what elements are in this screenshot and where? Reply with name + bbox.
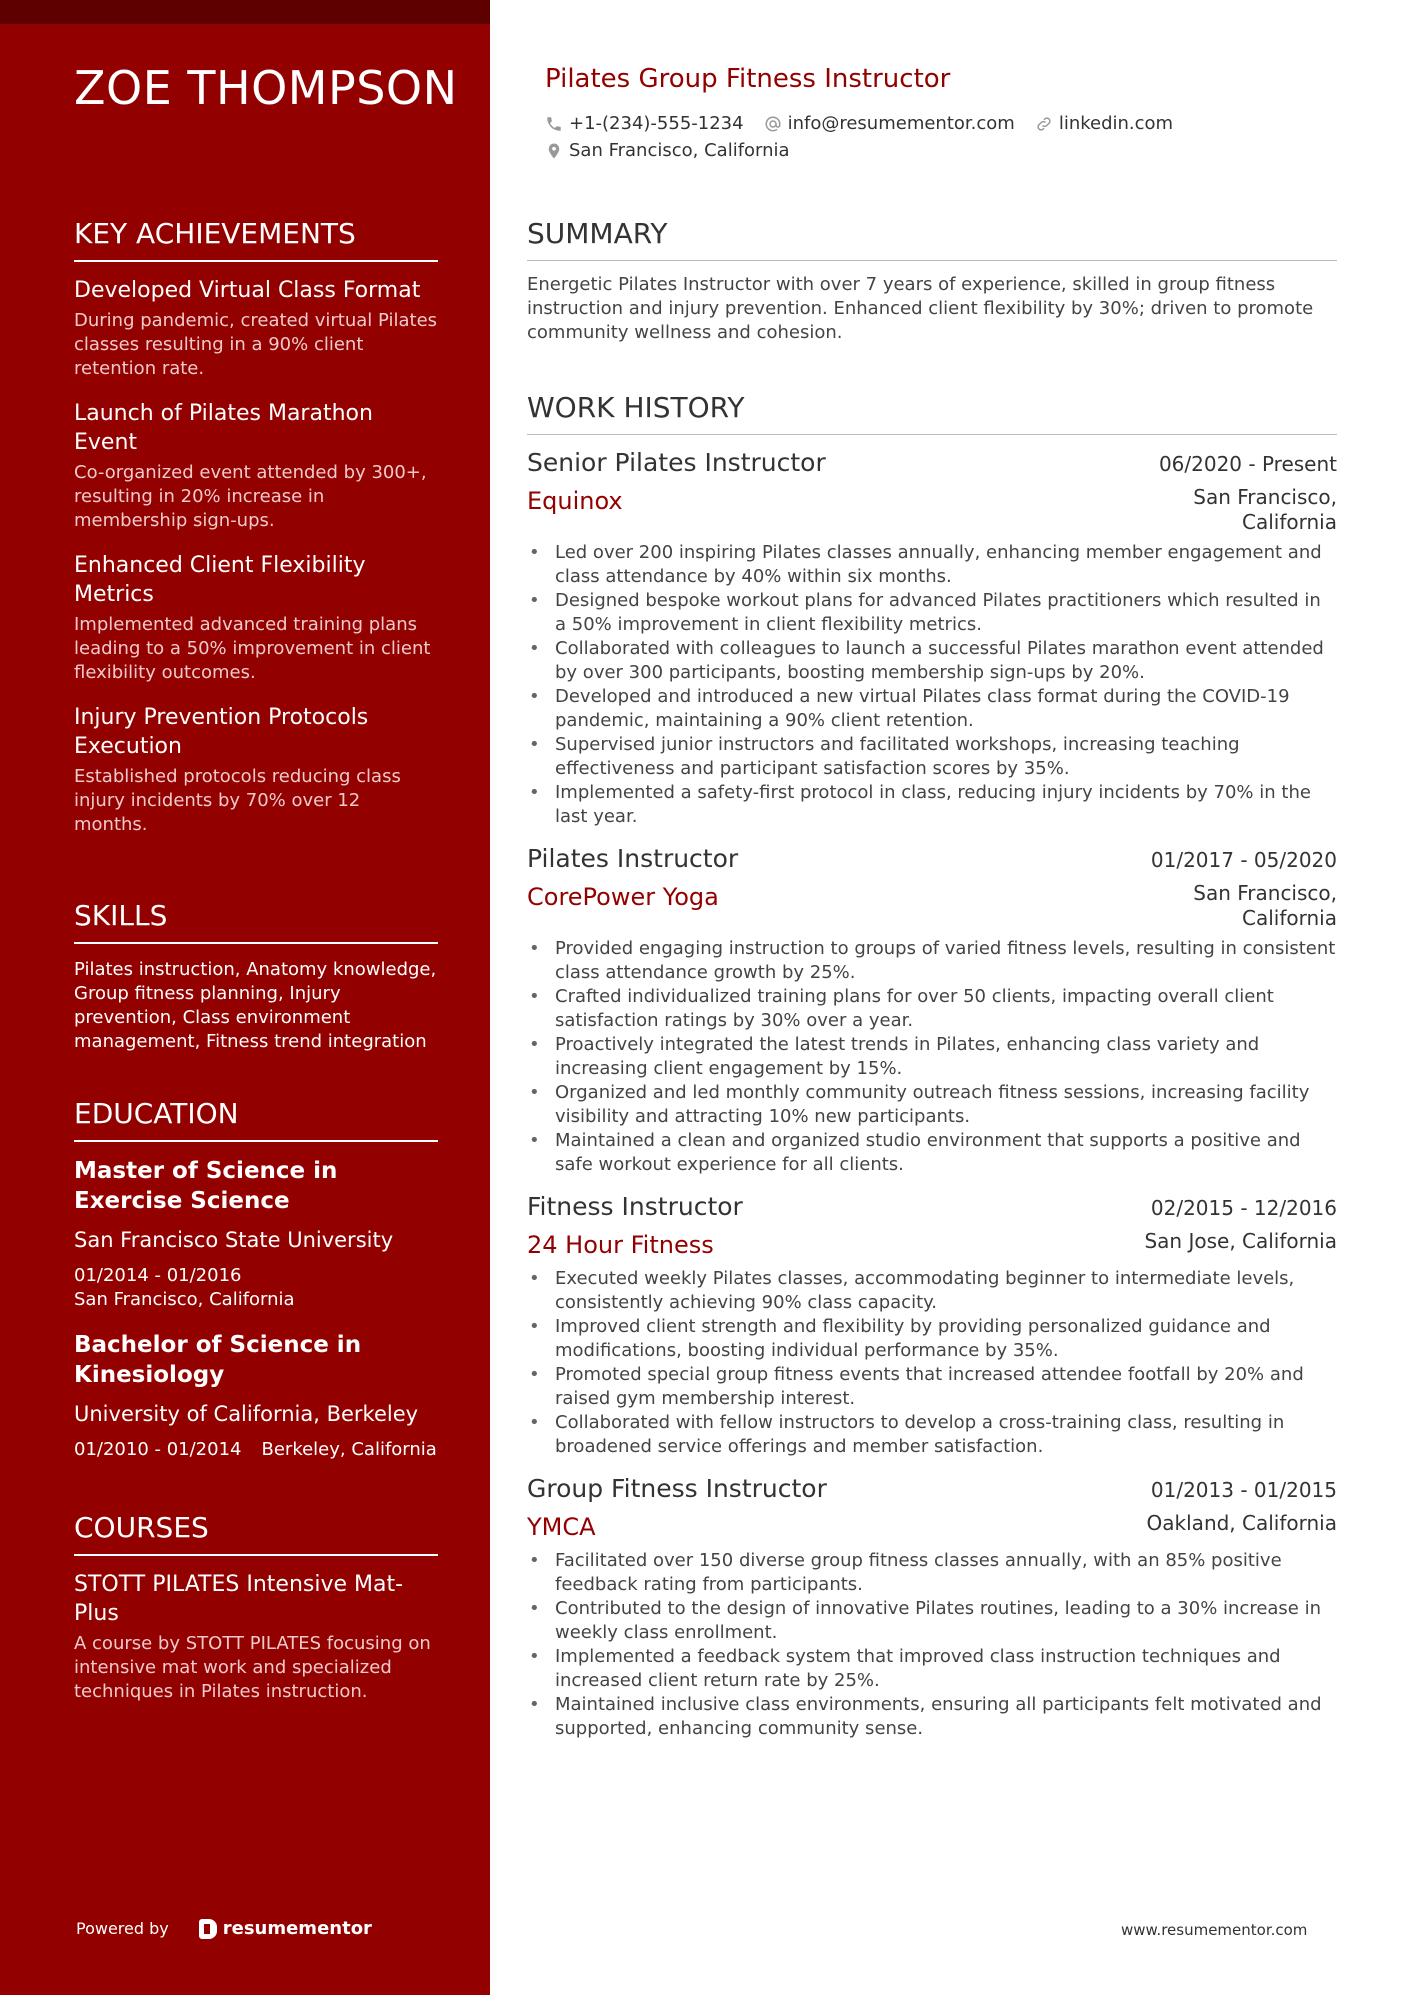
powered-by-label: Powered by bbox=[76, 1919, 169, 1938]
job-bullet: • Supervised junior instructors and facilitated workshops, increasing teaching effectiveness and participant satisfaction scores by 35%. bbox=[527, 733, 1337, 781]
job-role: Pilates Instructor bbox=[527, 844, 739, 873]
job-bullet: • Facilitated over 150 diverse group fitness classes annually, with an 85% positive feedback rating from participants. bbox=[527, 1549, 1337, 1597]
skills-list: Pilates instruction, Anatomy knowledge, Group fitness planning, Injury prevention, Class environment management, Fitness trend integration bbox=[74, 959, 437, 1052]
email-text: info@resumementor.com bbox=[787, 113, 1015, 134]
summary-heading: SUMMARY bbox=[527, 216, 1337, 261]
achievements-heading: KEY ACHIEVEMENTS bbox=[74, 216, 438, 262]
job-dates: 02/2015 - 12/2016 bbox=[1150, 1196, 1337, 1220]
achievement-item bbox=[74, 399, 438, 533]
job-bullet: • Led over 200 inspiring Pilates classes annually, enhancing member engagement and class attendance by 40% within six months. bbox=[527, 541, 1337, 589]
job-bullet: • Maintained a clean and organized studio environment that supports a positive and safe workout experience for all clients. bbox=[527, 1129, 1337, 1177]
job-bullet: • Proactively integrated the latest trends in Pilates, enhancing class variety and increasing client engagement by 15%. bbox=[527, 1033, 1337, 1081]
job-bullets bbox=[527, 541, 1337, 829]
job-company: 24 Hour Fitness bbox=[527, 1231, 714, 1259]
candidate-name: ZOE THOMPSON bbox=[74, 61, 458, 115]
summary-text: Energetic Pilates Instructor with over 7 years of experience, skilled in group fitness instruction and injury prevention. Enhanced client flexibility by 30%; driven to promote community wellness and cohesion. bbox=[527, 274, 1314, 343]
powered-by bbox=[76, 1918, 372, 1939]
job-role: Fitness Instructor bbox=[527, 1192, 743, 1221]
footer-url[interactable]: www.resumementor.com bbox=[1121, 1921, 1308, 1939]
job-bullet: • Designed bespoke workout plans for advanced Pilates practitioners which resulted in a 50% improvement in client flexibility metrics. bbox=[527, 589, 1337, 637]
job-bullet: • Organized and led monthly community outreach fitness sessions, increasing facility visibility and attracting 10% new participants. bbox=[527, 1081, 1337, 1129]
job-location: Oakland, California bbox=[1146, 1511, 1337, 1535]
education-location: Berkeley, California bbox=[261, 1439, 437, 1460]
job-dates: 06/2020 - Present bbox=[1158, 452, 1337, 476]
courses-section bbox=[74, 1510, 438, 1722]
achievement-desc: Established protocols reducing class injury incidents by 70% over 12 months. bbox=[74, 766, 401, 835]
achievement-title: Developed Virtual Class Format bbox=[74, 278, 421, 303]
job-entry bbox=[527, 447, 1337, 829]
job-bullet: • Improved client strength and flexibility by providing personalized guidance and modifications, boosting individual performance by 35%. bbox=[527, 1315, 1337, 1363]
job-bullet: • Executed weekly Pilates classes, accommodating beginner to intermediate levels, consistently achieving 90% class capacity. bbox=[527, 1267, 1337, 1315]
job-location: San Francisco, California bbox=[1193, 485, 1337, 534]
achievement-item bbox=[74, 276, 438, 381]
job-dates: 01/2017 - 05/2020 bbox=[1150, 848, 1337, 872]
education-location: San Francisco, California bbox=[74, 1289, 295, 1310]
job-bullet: • Implemented a safety-first protocol in class, reducing injury incidents by 70% in the last year. bbox=[527, 781, 1337, 829]
education-dates: 01/2010 - 01/2014 bbox=[74, 1439, 242, 1460]
achievement-desc: During pandemic, created virtual Pilates classes resulting in a 90% client retention rate. bbox=[74, 310, 438, 379]
resumementor-logo-icon bbox=[199, 1919, 217, 1939]
linkedin-text: linkedin.com bbox=[1058, 113, 1174, 134]
job-role: Senior Pilates Instructor bbox=[527, 448, 826, 477]
contact-row-2 bbox=[545, 140, 790, 161]
job-bullet: • Collaborated with fellow instructors to develop a cross-training class, resulting in broadened service offerings and member satisfaction. bbox=[527, 1411, 1337, 1459]
link-icon bbox=[1035, 115, 1053, 133]
at-sign-icon bbox=[764, 115, 782, 133]
job-bullet: • Provided engaging instruction to groups of varied fitness levels, resulting in consistent class attendance growth by 25%. bbox=[527, 937, 1337, 985]
education-heading: EDUCATION bbox=[74, 1096, 438, 1142]
skills-heading: SKILLS bbox=[74, 898, 438, 944]
job-bullet: • Crafted individualized training plans for over 50 clients, impacting overall client satisfaction ratings by 30% over a year. bbox=[527, 985, 1337, 1033]
job-bullet: • Collaborated with colleagues to launch a successful Pilates marathon event attended by over 300 participants, boosting membership sign-ups by 20%. bbox=[527, 637, 1337, 685]
achievement-title: Injury Prevention Protocols Execution bbox=[74, 705, 369, 759]
education-dates: 01/2014 - 01/2016 bbox=[74, 1265, 242, 1286]
headline: Pilates Group Fitness Instructor bbox=[545, 64, 951, 94]
course-desc: A course by STOTT PILATES focusing on intensive mat work and specialized techniques in Pilates instruction. bbox=[74, 1633, 431, 1702]
summary-section bbox=[527, 216, 1337, 345]
achievement-item bbox=[74, 703, 438, 837]
job-location: San Francisco, California bbox=[1193, 881, 1337, 930]
achievements-section bbox=[74, 216, 438, 855]
location-text: San Francisco, California bbox=[569, 140, 790, 161]
contact-linkedin[interactable] bbox=[1035, 113, 1173, 134]
contact-email[interactable] bbox=[764, 113, 1015, 134]
education-item bbox=[74, 1330, 438, 1462]
contact-row-1 bbox=[545, 113, 1173, 134]
phone-text: +1-(234)-555-1234 bbox=[569, 113, 744, 134]
education-item bbox=[74, 1156, 438, 1312]
achievement-title: Enhanced Client Flexibility Metrics bbox=[74, 553, 366, 607]
sidebar-top-bar bbox=[0, 0, 490, 24]
education-school: San Francisco State University bbox=[74, 1228, 394, 1252]
contact-location bbox=[545, 140, 790, 161]
job-bullet: • Promoted special group fitness events that increased attendee footfall by 20% and raised gym membership interest. bbox=[527, 1363, 1337, 1411]
job-entry bbox=[527, 1473, 1337, 1741]
work-history-section bbox=[527, 390, 1337, 1755]
brand-logo[interactable] bbox=[199, 1918, 372, 1939]
education-degree: Bachelor of Science in Kinesiology bbox=[74, 1332, 362, 1388]
job-bullets bbox=[527, 1267, 1337, 1459]
job-location: San Jose, California bbox=[1144, 1229, 1337, 1253]
course-title: STOTT PILATES Intensive Mat-Plus bbox=[74, 1572, 404, 1626]
achievement-title: Launch of Pilates Marathon Event bbox=[74, 401, 373, 455]
location-pin-icon bbox=[545, 142, 563, 160]
job-bullet: • Implemented a feedback system that improved class instruction techniques and increased client return rate by 25%. bbox=[527, 1645, 1337, 1693]
job-bullet: • Maintained inclusive class environments, ensuring all participants felt motivated and supported, enhancing community sense. bbox=[527, 1693, 1337, 1741]
achievement-item bbox=[74, 551, 438, 685]
job-entry bbox=[527, 843, 1337, 1177]
job-bullets bbox=[527, 937, 1337, 1177]
phone-icon bbox=[545, 115, 563, 133]
course-item bbox=[74, 1570, 438, 1704]
job-company: YMCA bbox=[527, 1513, 596, 1541]
sidebar bbox=[0, 0, 490, 1995]
job-role: Group Fitness Instructor bbox=[527, 1474, 827, 1503]
job-company: CorePower Yoga bbox=[527, 883, 719, 911]
achievement-desc: Co-organized event attended by 300+, resulting in 20% increase in membership sign-ups. bbox=[74, 462, 427, 531]
job-bullet: • Developed and introduced a new virtual Pilates class format during the COVID-19 pandemic, maintaining a 90% client retention. bbox=[527, 685, 1337, 733]
education-degree: Master of Science in Exercise Science bbox=[74, 1158, 338, 1214]
job-company: Equinox bbox=[527, 487, 623, 515]
brand-name: resumementor bbox=[222, 1918, 372, 1939]
work-history-heading: WORK HISTORY bbox=[527, 390, 1337, 435]
achievement-desc: Implemented advanced training plans leading to a 50% improvement in client flexibility outcomes. bbox=[74, 614, 431, 683]
job-dates: 01/2013 - 01/2015 bbox=[1150, 1478, 1337, 1502]
education-school: University of California, Berkeley bbox=[74, 1402, 419, 1426]
job-bullets bbox=[527, 1549, 1337, 1741]
skills-section bbox=[74, 898, 438, 1054]
job-entry bbox=[527, 1191, 1337, 1459]
courses-heading: COURSES bbox=[74, 1510, 438, 1556]
job-bullet: • Contributed to the design of innovative Pilates routines, leading to a 30% increase in weekly class enrollment. bbox=[527, 1597, 1337, 1645]
contact-phone[interactable] bbox=[545, 113, 744, 134]
education-meta bbox=[74, 1438, 438, 1462]
education-section bbox=[74, 1096, 438, 1480]
